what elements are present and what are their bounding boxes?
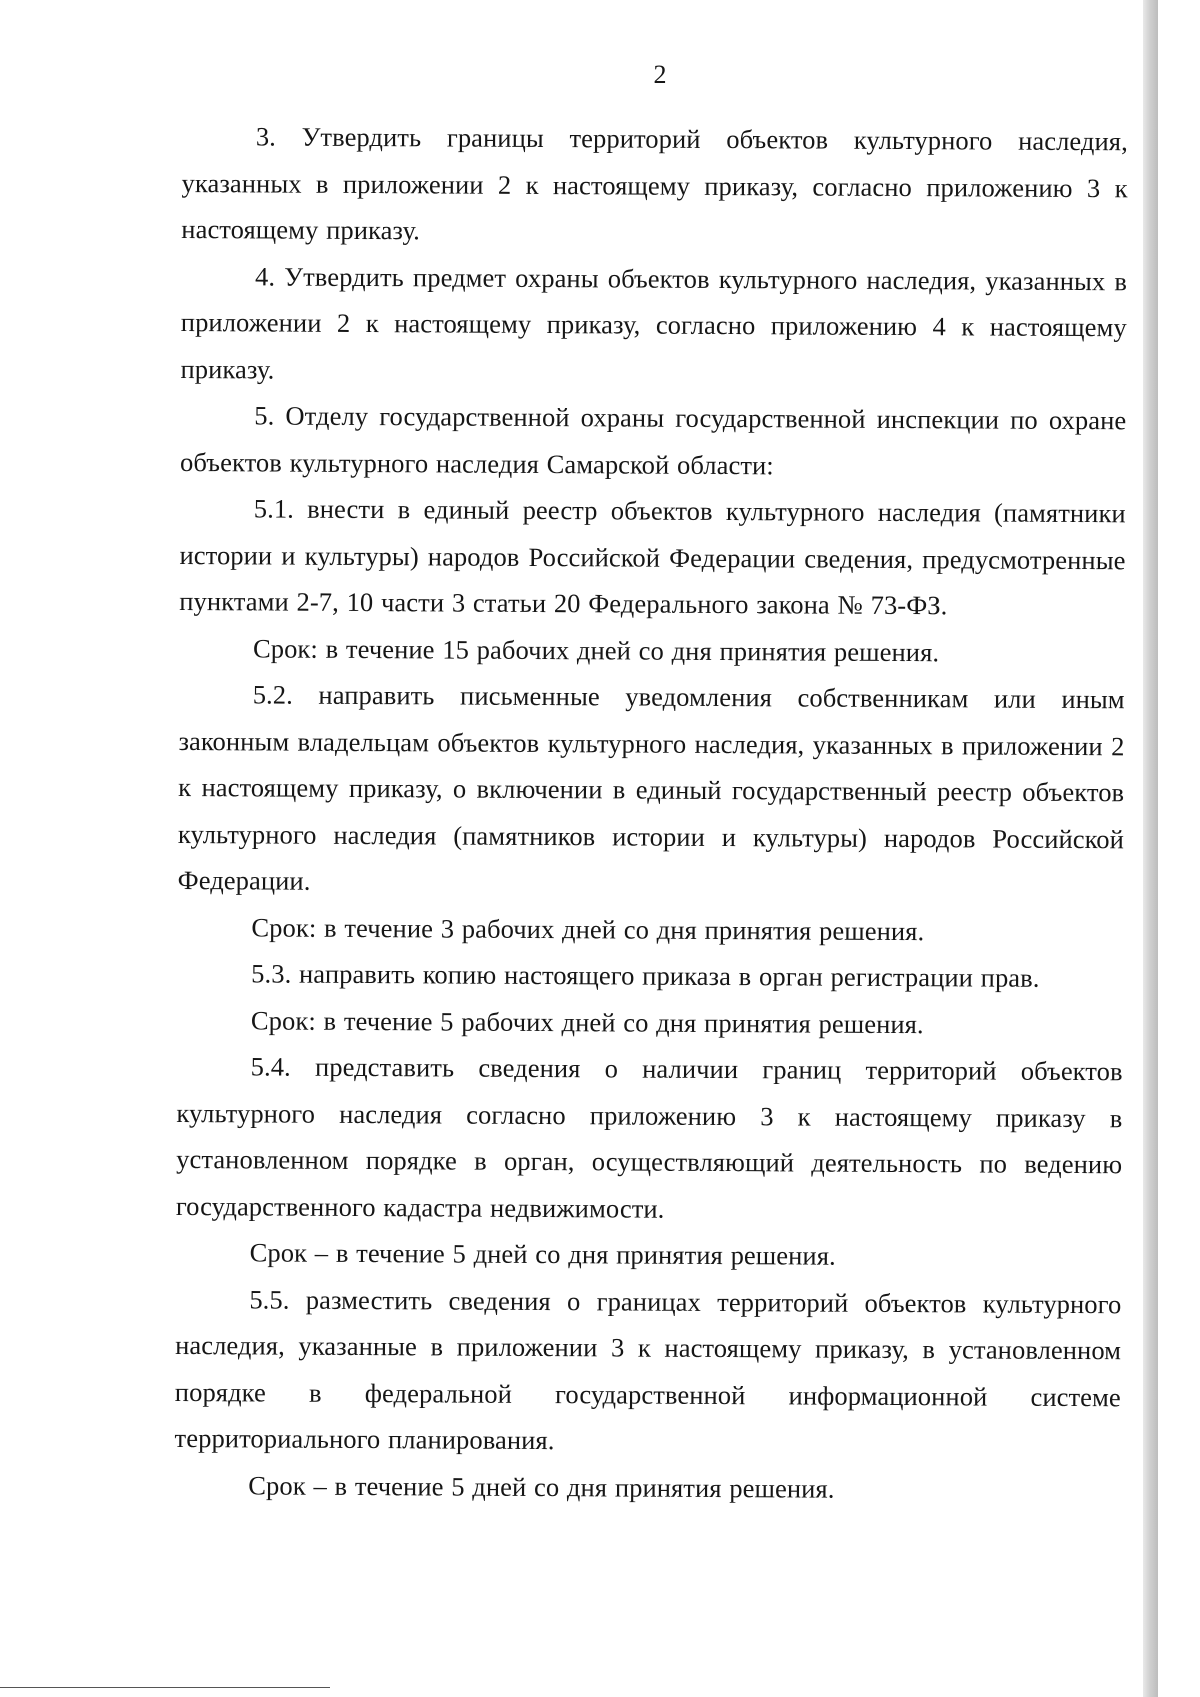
paragraph-item-5-2: 5.2. направить письменные уведомления собственникам или иным законным владельцам объектов культурного наследия, указанных в приложении 2 к настоящему приказу, о включении в единый государственный реестр объектов культурного наследия (памятников истории и культуры) народов Российской Федерации. <box>177 679 1125 896</box>
paragraph-item-5-5: 5.5. разместить сведения о границах территорий объектов культурного наследия, указанные в приложении 3 к настоящему приказу, в установленном порядке в федеральной государственной информационной системе территориального планирования. <box>174 1283 1122 1456</box>
page-number: 2 <box>653 60 667 89</box>
deadline-5-2: Срок: в течение 3 рабочих дней со дня принятия решения. <box>251 911 925 946</box>
deadline-5-1: Срок: в течение 15 рабочих дней со дня принятия решения. <box>252 632 940 667</box>
paragraph-item-5: 5. Отделу государственной охраны государственной инспекции по охране объектов культурного наследия Самарской области: <box>179 400 1127 480</box>
paragraph-item-5-3: 5.3. направить копию настоящего приказа в орган регистрации прав. <box>251 958 1040 993</box>
deadline-5-3: Срок: в течение 5 рабочих дней со дня принятия решения. <box>250 1004 924 1039</box>
footer-rule <box>0 1687 330 1688</box>
paragraph-item-4: 4. Утвердить предмет охраны объектов культурного наследия, указанных в приложении 2 к настоящему приказу, согласно приложению 4 к настоящему приказу. <box>180 260 1128 385</box>
paragraph-item-3: 3. Утвердить границы территорий объектов культурного наследия, указанных в приложении 2 к настоящему приказу, согласно приложению 3 к настоящему приказу. <box>181 121 1128 246</box>
scan-edge-shadow <box>1143 0 1158 1697</box>
paragraph-item-5-4: 5.4. представить сведения о наличии границ территорий объектов культурного наследия согласно приложению 3 к настоящему приказу в установленном порядке в орган, осуществляющий деятельность по ведению государственного кадастра недвижимости. <box>175 1051 1123 1224</box>
deadline-5-4: Срок – в течение 5 дней со дня принятия решения. <box>249 1237 836 1271</box>
scan-edge-margin <box>1158 0 1200 1697</box>
deadline-5-5: Срок – в течение 5 дней со дня принятия решения. <box>248 1469 835 1504</box>
paragraph-item-5-1: 5.1. внести в единый реестр объектов культурного наследия (памятники истории и культуры) народов Российской Федерации сведения, предусмотренные пунктами 2-7, 10 части 3 статьи 20 Федерального закона № 73-ФЗ. <box>179 493 1126 621</box>
document-body <box>174 113 1128 1513</box>
